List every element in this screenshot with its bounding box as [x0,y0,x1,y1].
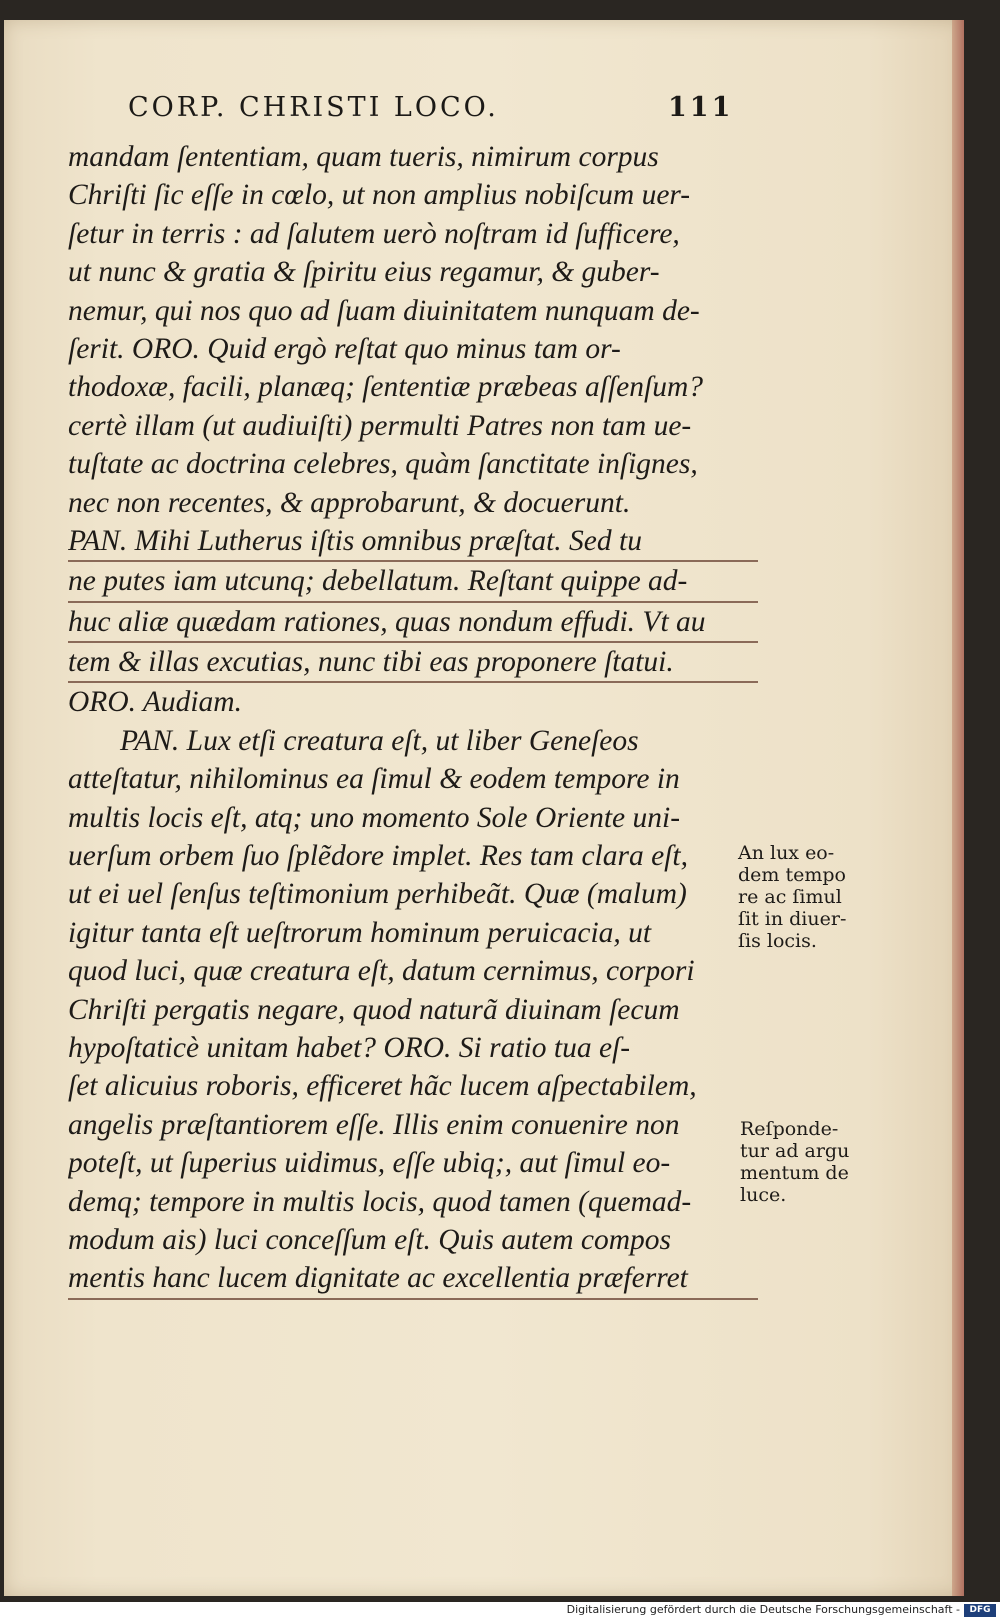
text-line: angelis præſtantiorem eſſe. Illis enim conuenire non [68,1108,680,1141]
text-line: demq; tempore in multis locis, quod tamen (quemad- [68,1185,692,1218]
running-head [128,92,748,132]
text-line: thodoxæ, facili, planæq; ſententiæ præbeas aſſenſum? [68,371,704,404]
text-line: Chriſti ſic eſſe in cœlo, ut non amplius nobiſcum uer- [68,179,691,212]
text-line: nec non recentes, & approbarunt, & docuerunt. [68,486,631,519]
margin-note-line: ſis locis. [738,930,817,952]
text-line: hypoſtaticè unitam habet? ORO. Si ratio tua eſ- [68,1031,631,1064]
text-line: multis locis eſt, atq; uno momento Sole Oriente uni- [68,801,681,834]
margin-note-line: mentum de [740,1162,849,1184]
underlined-line: tem & illas excutias, nunc tibi eas proponere ſtatui. [68,643,758,683]
text-line: mandam ſententiam, quam tueris, nimirum corpus [68,141,659,173]
margin-note-light [738,842,868,952]
dfg-logo: DFG [964,1604,996,1617]
text-line: nemur, qui nos quo ad ſuam diuinitatem nunquam de- [68,294,700,327]
text-line: ut nunc & gratia & ſpiritu eius regamur, & guber- [68,256,660,289]
margin-note-line: luce. [740,1184,787,1206]
margin-note-line: dem tempo [738,864,846,886]
footer-text: Digitalisierung gefördert durch die Deutsche Forschungsgemeinschaft - [566,1603,960,1616]
paragraph-start-line: PAN. Lux etſi creatura eſt, ut liber Geneſeos [120,724,639,757]
text-line: ſet alicuius roboris, efficeret hãc lucem aſpectabilem, [68,1070,697,1103]
digitization-footer [0,1602,1000,1620]
text-line: Chriſti pergatis negare, quod naturã diuinam ſecum [68,993,680,1026]
body-text [68,138,758,1300]
running-head-title: CORP. CHRISTI LOCO. [128,92,499,123]
underlined-line: mentis hanc lucem dignitate ac excellentia præferret [68,1259,758,1299]
underlined-line: huc aliæ quædam rationes, quas nondum effudi. Vt au [68,603,758,643]
text-line: igitur tanta eſt ueſtrorum hominum peruicacia, ut [68,916,652,949]
underlined-line: PAN. Mihi Lutherus iſtis omnibus præſtat. Sed tu [68,522,758,562]
folio-number: 111 [668,92,734,123]
text-line: ut ei uel ſenſus teſtimonium perhibeãt. Quæ (malum) [68,878,687,911]
margin-note-response [740,1118,870,1206]
text-line: uerſum orbem ſuo ſplẽdore implet. Res tam clara eſt, [68,840,688,873]
text-line: modum ais) luci conceſſum eſt. Quis autem compos [68,1223,672,1256]
margin-note-line: tur ad argu [740,1140,850,1162]
text-line: tuſtate ac doctrina celebres, quàm ſanctitate inſignes, [68,448,698,481]
text-line: poteſt, ut ſuperius uidimus, eſſe ubiq;, aut ſimul eo- [68,1147,671,1180]
margin-note-line: An lux eo- [738,842,835,864]
text-line: certè illam (ut audiuiſti) permulti Patres non tam ue- [68,409,692,442]
text-line: ORO. Audiam. [68,686,242,719]
underlined-line: ne putes iam utcunq; debellatum. Reſtant quippe ad- [68,562,758,602]
page-edge [952,20,964,1596]
text-line: atteſtatur, nihilominus ea ſimul & eodem tempore in [68,763,680,796]
margin-note-line: re ac ſimul [738,886,842,908]
text-line: ſerit. ORO. Quid ergò reſtat quo minus tam or- [68,332,621,365]
margin-note-line: ſit in diuer- [738,908,847,930]
margin-note-line: Reſponde- [740,1118,839,1140]
text-line: quod luci, quæ creatura eſt, datum cernimus, corpori [68,955,695,988]
text-line: ſetur in terris : ad ſalutem uerò noſtram id ſufficere, [68,217,680,250]
